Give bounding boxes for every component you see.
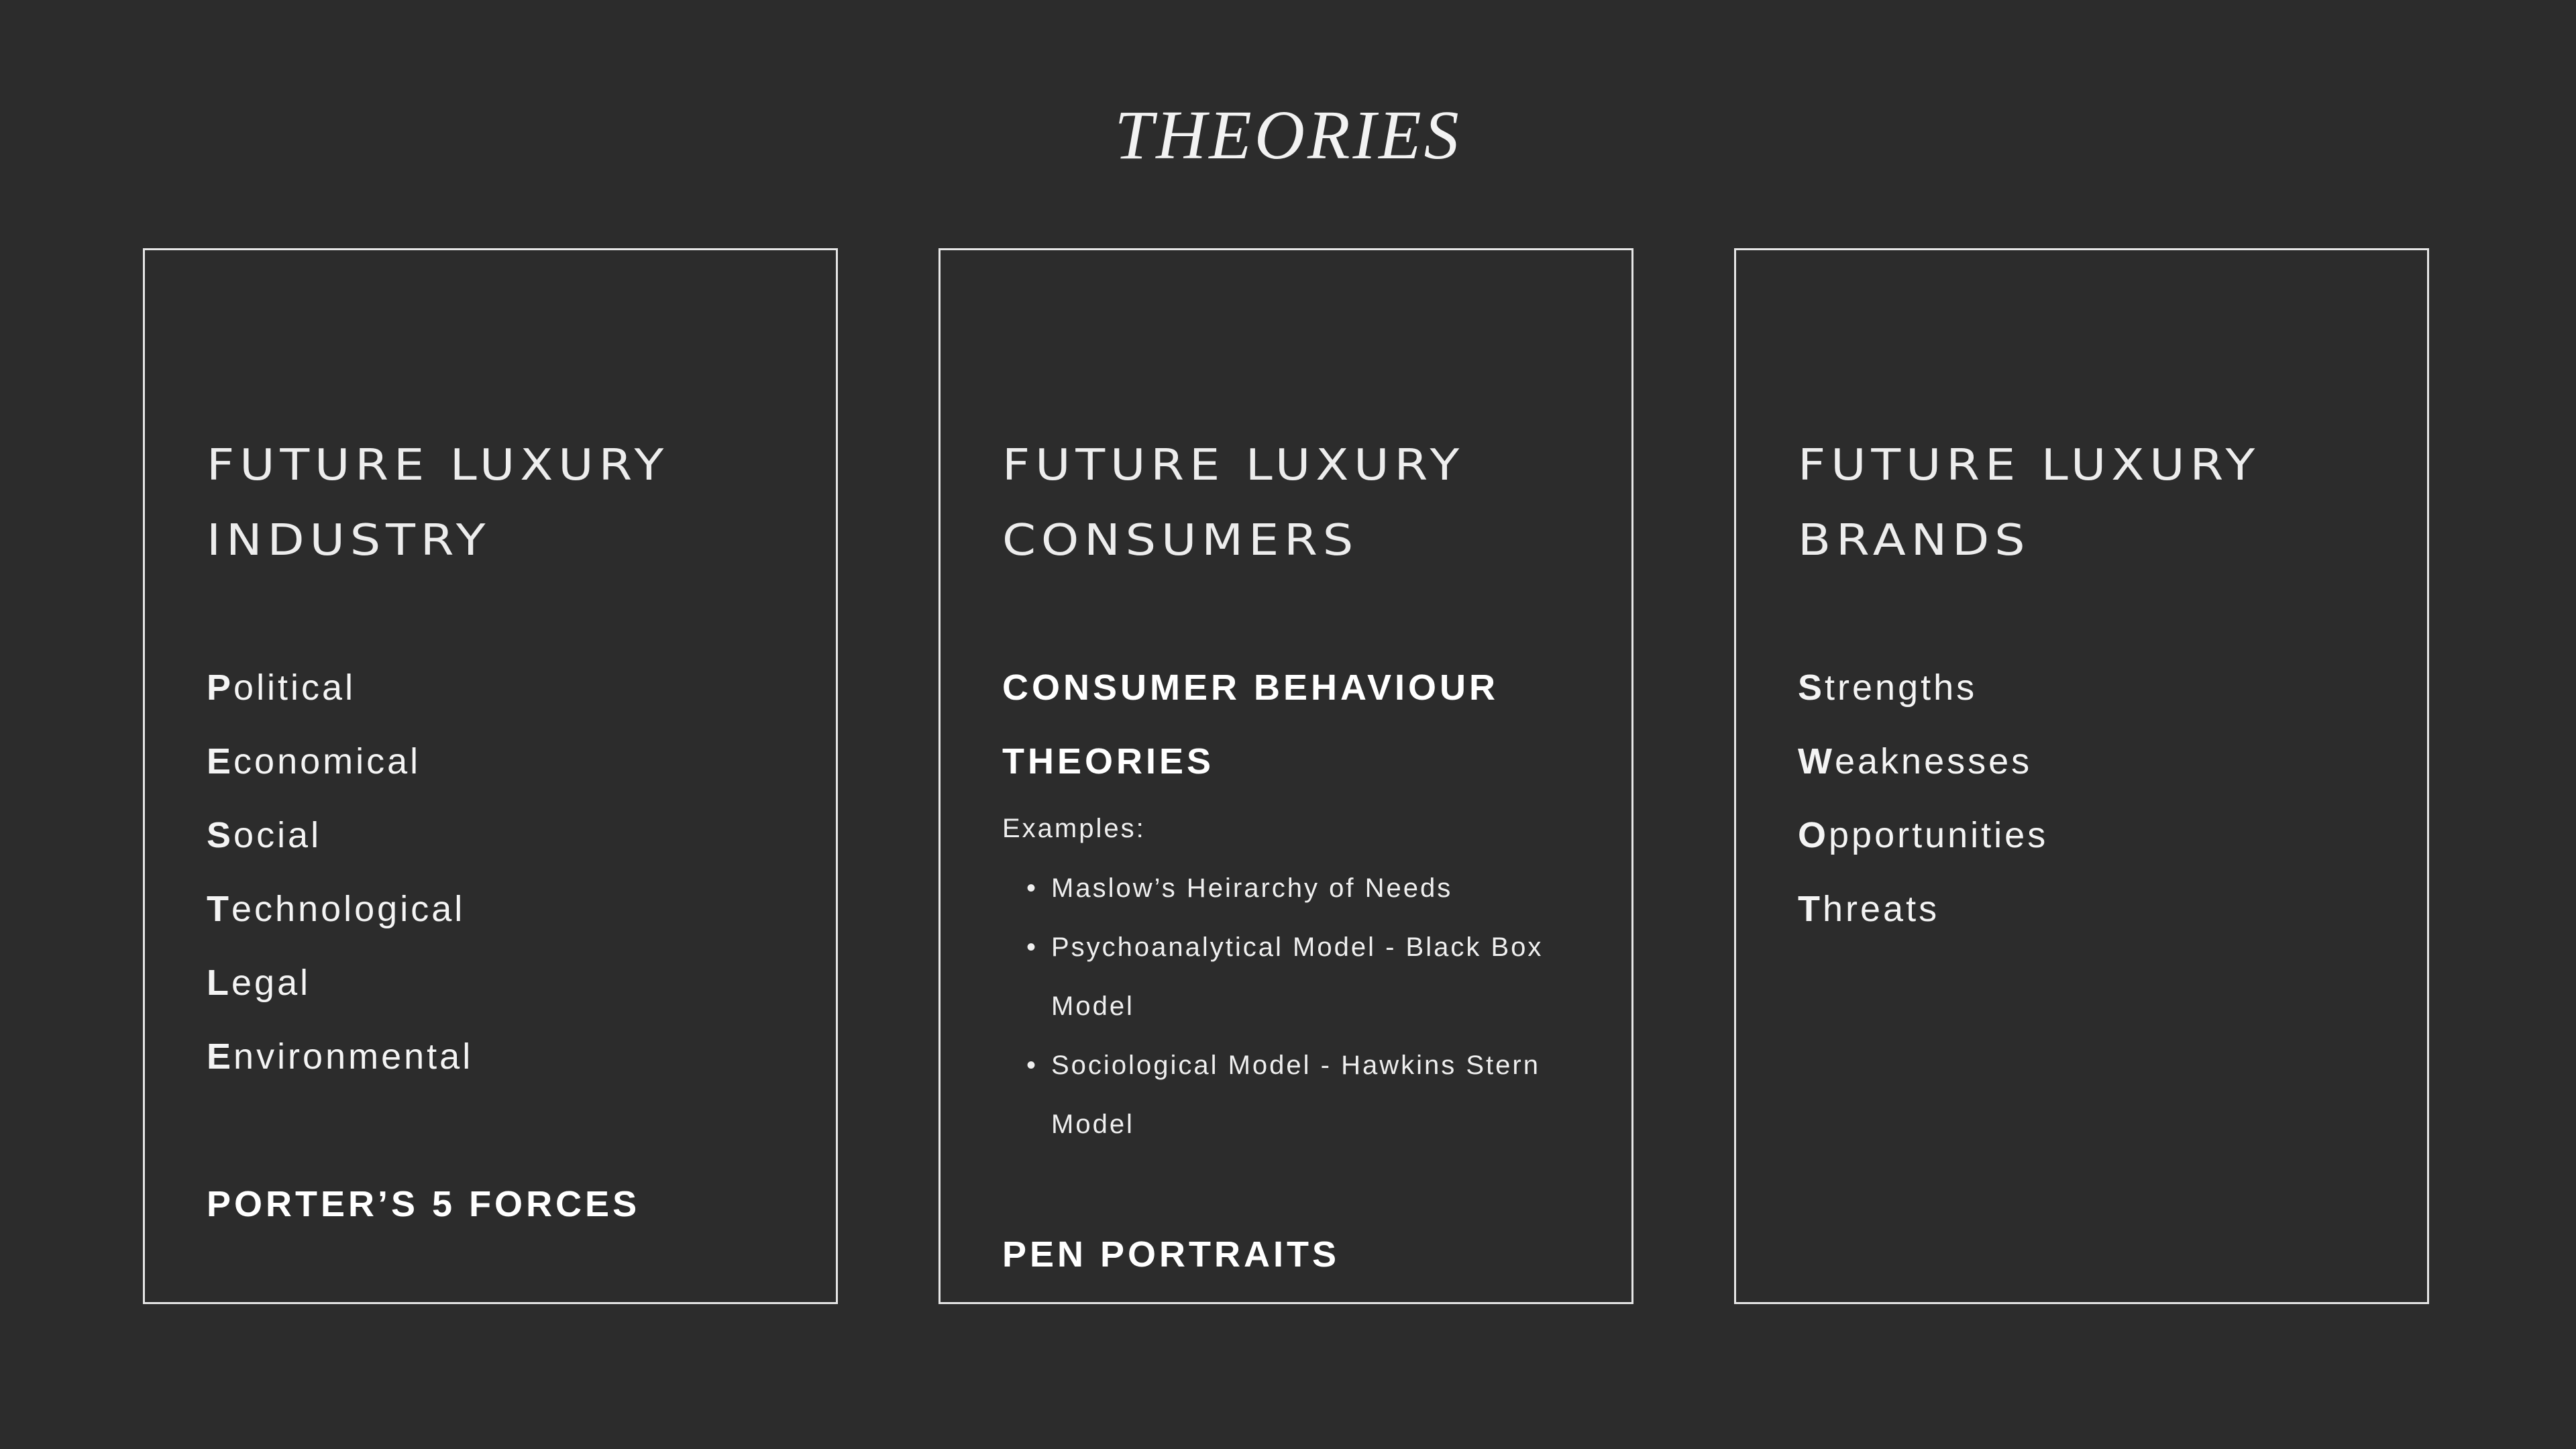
list-item: Threats <box>1798 889 1940 929</box>
card-heading-line: FUTURE LUXURY <box>1798 441 2261 490</box>
list-item: • Sociological Model - Hawkins Stern Model <box>1002 1036 1561 1154</box>
examples-list <box>1002 859 1591 1154</box>
consumer-behaviour-heading: THEORIES <box>1002 741 1215 782</box>
list-item: • Maslow’s Heirarchy of Needs <box>1002 859 1561 918</box>
list-item: Environmental <box>207 1036 474 1077</box>
list-item: Opportunities <box>1798 815 2049 855</box>
bullet-icon: • <box>1026 873 1038 903</box>
list-item: Economical <box>207 741 421 782</box>
card-future-luxury-industry <box>143 248 838 1304</box>
list-item: Political <box>207 667 356 708</box>
card-heading-line: FUTURE LUXURY <box>207 441 669 490</box>
list-item: Strengths <box>1798 667 1978 708</box>
card-heading-line: INDUSTRY <box>207 516 491 566</box>
card-heading <box>1798 428 2387 578</box>
card-heading <box>207 428 796 578</box>
porters-five-forces-label: PORTER’S 5 FORCES <box>207 1184 641 1224</box>
pestle-list <box>207 651 796 1093</box>
bullet-icon: • <box>1026 932 1038 962</box>
card-heading-line: BRANDS <box>1798 516 2031 566</box>
card-heading-line: CONSUMERS <box>1002 516 1359 566</box>
swot-list <box>1798 651 2387 946</box>
pen-portraits-label: PEN PORTRAITS <box>1002 1234 1340 1275</box>
examples-label: Examples: <box>1002 814 1146 843</box>
card-future-luxury-brands <box>1734 248 2429 1304</box>
list-item: • Psychoanalytical Model - Black Box Model <box>1002 918 1561 1036</box>
consumer-behaviour-heading: CONSUMER BEHAVIOUR <box>1002 667 1499 708</box>
list-item: Technological <box>207 889 466 929</box>
card-heading <box>1002 428 1591 578</box>
bullet-icon: • <box>1026 1051 1038 1080</box>
card-heading-line: FUTURE LUXURY <box>1002 441 1465 490</box>
card-future-luxury-consumers <box>938 248 1633 1304</box>
list-item: Weaknesses <box>1798 741 2033 782</box>
list-item: Legal <box>207 963 311 1003</box>
slide-title: THEORIES <box>1114 97 1462 174</box>
list-item: Social <box>207 815 322 855</box>
